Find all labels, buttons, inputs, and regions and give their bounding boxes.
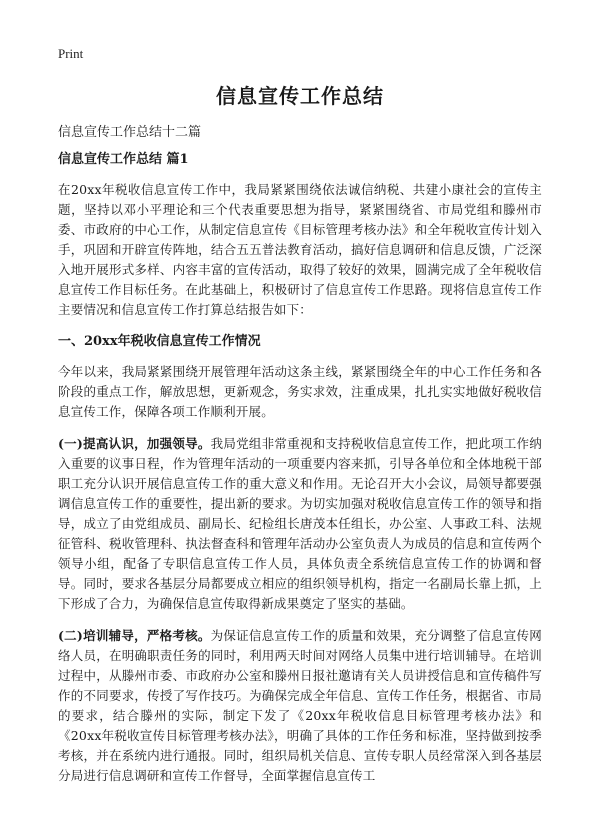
heading-section-one: 一、20xx年税收信息宣传工作情况: [58, 334, 261, 349]
page-title: 信息宣传工作总结: [216, 84, 384, 108]
item-1-lead: (一)提高认识，加强领导。: [58, 436, 211, 451]
section-heading: 信息宣传工作总结 篇1: [58, 152, 189, 167]
paragraph-item-2: [58, 626, 542, 786]
print-link[interactable]: Print: [58, 46, 84, 61]
document-body: [58, 150, 542, 798]
item-2-body: 为保证信息宣传工作的质量和效果，充分调整了信息宣传网络人员，在明确职责任务的同时，利用两天时间对网络人员集中进行培训辅导。在培训过程中，从滕州市委、市政府办公室和滕州日报社邀请有关人员讲授信息和宣传稿件写作的不同要求，传授了写作技巧。为确保完成全年信息、宣传工作任务，根据省、市局的要求，结合滕州的实际，制定下发了《20xx年税收信息目标管理考核办法》和《20xx年税收宣传目标管理考核办法》，明确了具体的工作任务和标准，坚持做到按季考核，并在系统内进行通报。同时，组织局机关信息、宣传专职人员经常深入到各基层分局进行信息调研和宣传工作督导，全面掌握信息宣传工: [58, 628, 543, 783]
document-subtitle: 信息宣传工作总结十二篇: [58, 125, 202, 140]
paragraph-overview: 今年以来，我局紧紧围绕开展管理年活动这条主线，紧紧围绕全年的中心工作任务和各阶段的重点工作，解放思想，更新观念，务实求效，注重成果，扎扎实实地做好税收信息宣传工作，保障各项工作顺利开展。: [58, 364, 542, 419]
paragraph-intro: 在20xx年税收信息宣传工作中，我局紧紧围绕依法诚信纳税、共建小康社会的宣传主题，坚持以邓小平理论和三个代表重要思想为指导，紧紧围绕省、市局党组和滕州市委、市政府的中心工作，从制定信息宣传《目标管理考核办法》和全年税收宣传计划入手，巩固和开辟宣传阵地，结合五五普法教育活动，搞好信息调研和信息反馈，广泛深入地开展形式多样、内容丰富的宣传活动，取得了较好的效果，圆满完成了全年税收信息宣传工作目标任务。在此基础上，积极研讨了信息宣传工作思路。现将信息宣传工作主要情况和信息宣传工作打算总结报告如下：: [58, 182, 542, 317]
paragraph-item-1: [58, 434, 542, 614]
item-1-body: 我局党组非常重视和支持税收信息宣传工作，把此项工作纳入重要的议事日程，作为管理年活动的一项重要内容来抓，引导各单位和全体地税干部职工充分认识开展信息宣传工作的重大意义和作用。无论召开大小会议，局领导都要强调信息宣传工作的重要性，提出新的要求。为切实加强对税收信息宣传工作的领导和指导，成立了由党组成员、副局长、纪检组长唐茂本任组长，办公室、人事政工科、法规征管科、税收管理科、执法督查科和管理年活动办公室负责人为成员的信息和宣传两个领导小组，配备了专职信息宣传工作人员，具体负责全系统信息宣传工作的协调和督导。同时，要求各基层分局都要成立相应的组织领导机构，指定一名副局长靠上抓，上下形成了合力，为确保信息宣传取得新成果奠定了坚实的基础。: [58, 436, 543, 611]
item-2-lead: (二)培训辅导，严格考核。: [58, 628, 211, 643]
